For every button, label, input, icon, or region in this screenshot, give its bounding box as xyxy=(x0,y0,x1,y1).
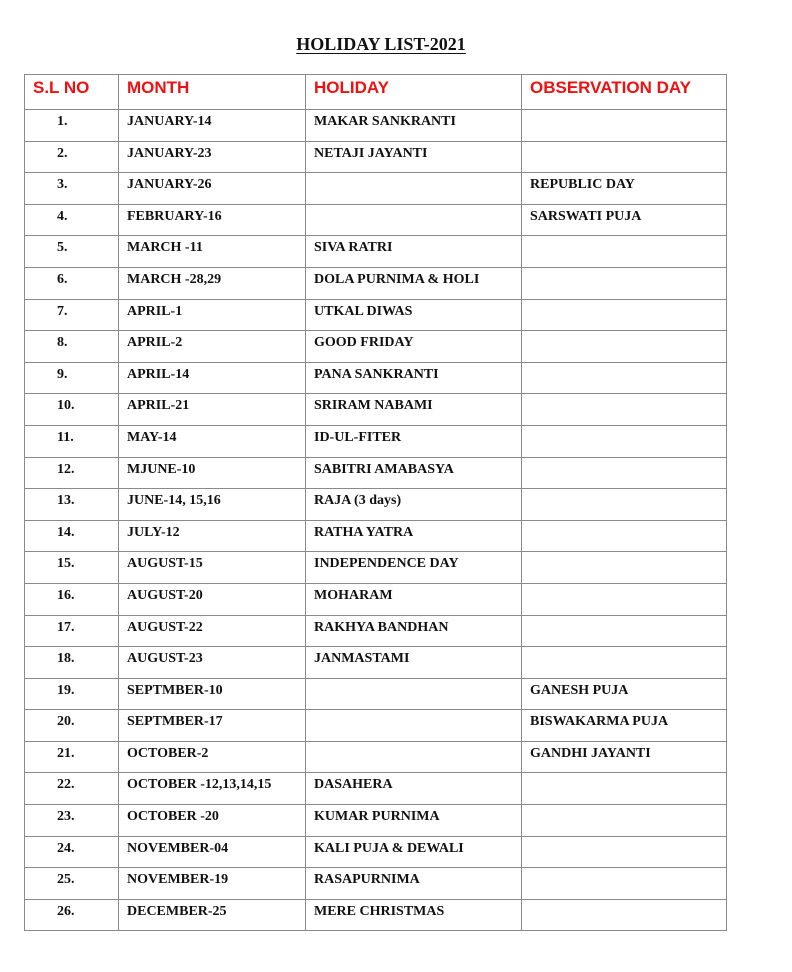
holiday-cell: INDEPENDENCE DAY xyxy=(306,552,522,584)
holiday-cell: UTKAL DIWAS xyxy=(306,299,522,331)
observation-cell xyxy=(522,489,727,521)
holiday-cell: RATHA YATRA xyxy=(306,520,522,552)
holiday-cell: RASAPURNIMA xyxy=(306,868,522,900)
sl-cell: 5. xyxy=(25,236,119,268)
observation-cell: GANESH PUJA xyxy=(522,678,727,710)
sl-cell: 12. xyxy=(25,457,119,489)
sl-cell: 11. xyxy=(25,425,119,457)
sl-cell: 25. xyxy=(25,868,119,900)
sl-cell: 18. xyxy=(25,647,119,679)
holiday-cell: MOHARAM xyxy=(306,583,522,615)
month-cell: OCTOBER -12,13,14,15 xyxy=(119,773,306,805)
month-cell: OCTOBER-2 xyxy=(119,741,306,773)
sl-cell: 14. xyxy=(25,520,119,552)
observation-cell xyxy=(522,236,727,268)
table-row xyxy=(25,615,727,647)
observation-cell xyxy=(522,773,727,805)
observation-cell xyxy=(522,899,727,931)
holiday-cell: JANMASTAMI xyxy=(306,647,522,679)
sl-cell: 10. xyxy=(25,394,119,426)
header-observation-day: OBSERVATION DAY xyxy=(522,75,727,110)
holiday-cell: DOLA PURNIMA & HOLI xyxy=(306,267,522,299)
observation-cell: REPUBLIC DAY xyxy=(522,173,727,205)
month-cell: MAY-14 xyxy=(119,425,306,457)
sl-cell: 3. xyxy=(25,173,119,205)
holiday-cell: KUMAR PURNIMA xyxy=(306,805,522,837)
sl-cell: 16. xyxy=(25,583,119,615)
holiday-cell xyxy=(306,204,522,236)
table-body xyxy=(25,110,727,931)
month-cell: MJUNE-10 xyxy=(119,457,306,489)
sl-cell: 1. xyxy=(25,110,119,142)
table-row xyxy=(25,710,727,742)
table-row xyxy=(25,741,727,773)
table-row xyxy=(25,331,727,363)
month-cell: NOVEMBER-04 xyxy=(119,836,306,868)
observation-cell xyxy=(522,425,727,457)
table-row xyxy=(25,899,727,931)
observation-cell xyxy=(522,805,727,837)
month-cell: NOVEMBER-19 xyxy=(119,868,306,900)
month-cell: DECEMBER-25 xyxy=(119,899,306,931)
holiday-cell: SRIRAM NABAMI xyxy=(306,394,522,426)
sl-cell: 2. xyxy=(25,141,119,173)
holiday-cell xyxy=(306,710,522,742)
sl-cell: 6. xyxy=(25,267,119,299)
table-row xyxy=(25,299,727,331)
observation-cell xyxy=(522,836,727,868)
sl-cell: 21. xyxy=(25,741,119,773)
observation-cell xyxy=(522,457,727,489)
page-title: HOLIDAY LIST-2021 xyxy=(296,34,466,54)
month-cell: AUGUST-23 xyxy=(119,647,306,679)
sl-cell: 23. xyxy=(25,805,119,837)
observation-cell: SARSWATI PUJA xyxy=(522,204,727,236)
table-row xyxy=(25,489,727,521)
header-month: MONTH xyxy=(119,75,306,110)
observation-cell xyxy=(522,647,727,679)
sl-cell: 22. xyxy=(25,773,119,805)
observation-cell xyxy=(522,299,727,331)
observation-cell xyxy=(522,267,727,299)
holiday-cell: MAKAR SANKRANTI xyxy=(306,110,522,142)
month-cell: JANUARY-23 xyxy=(119,141,306,173)
holiday-cell: RAKHYA BANDHAN xyxy=(306,615,522,647)
table-header-row xyxy=(25,75,727,110)
month-cell: APRIL-1 xyxy=(119,299,306,331)
table-row xyxy=(25,394,727,426)
header-sl-no: S.L NO xyxy=(25,75,119,110)
table-row xyxy=(25,552,727,584)
holiday-cell xyxy=(306,173,522,205)
observation-cell xyxy=(522,110,727,142)
sl-cell: 9. xyxy=(25,362,119,394)
table-row xyxy=(25,773,727,805)
table-row xyxy=(25,583,727,615)
table-row xyxy=(25,110,727,142)
table-row xyxy=(25,141,727,173)
month-cell: APRIL-14 xyxy=(119,362,306,394)
holiday-cell: NETAJI JAYANTI xyxy=(306,141,522,173)
sl-cell: 8. xyxy=(25,331,119,363)
sl-cell: 20. xyxy=(25,710,119,742)
month-cell: AUGUST-20 xyxy=(119,583,306,615)
table-row xyxy=(25,520,727,552)
table-row xyxy=(25,204,727,236)
observation-cell: GANDHI JAYANTI xyxy=(522,741,727,773)
month-cell: SEPTMBER-10 xyxy=(119,678,306,710)
sl-cell: 26. xyxy=(25,899,119,931)
month-cell: APRIL-2 xyxy=(119,331,306,363)
observation-cell xyxy=(522,520,727,552)
month-cell: OCTOBER -20 xyxy=(119,805,306,837)
holiday-cell: SABITRI AMABASYA xyxy=(306,457,522,489)
month-cell: AUGUST-15 xyxy=(119,552,306,584)
month-cell: MARCH -11 xyxy=(119,236,306,268)
table-row xyxy=(25,678,727,710)
holiday-table xyxy=(24,74,727,931)
table-row xyxy=(25,425,727,457)
month-cell: AUGUST-22 xyxy=(119,615,306,647)
sl-cell: 4. xyxy=(25,204,119,236)
holiday-cell: DASAHERA xyxy=(306,773,522,805)
observation-cell xyxy=(522,583,727,615)
month-cell: MARCH -28,29 xyxy=(119,267,306,299)
observation-cell xyxy=(522,868,727,900)
holiday-cell: GOOD FRIDAY xyxy=(306,331,522,363)
observation-cell xyxy=(522,394,727,426)
holiday-cell: SIVA RATRI xyxy=(306,236,522,268)
table-row xyxy=(25,236,727,268)
month-cell: APRIL-21 xyxy=(119,394,306,426)
observation-cell xyxy=(522,362,727,394)
observation-cell xyxy=(522,141,727,173)
table-row xyxy=(25,267,727,299)
header-holiday: HOLIDAY xyxy=(306,75,522,110)
sl-cell: 24. xyxy=(25,836,119,868)
observation-cell xyxy=(522,615,727,647)
table-row xyxy=(25,836,727,868)
holiday-cell: RAJA (3 days) xyxy=(306,489,522,521)
sl-cell: 15. xyxy=(25,552,119,584)
sl-cell: 7. xyxy=(25,299,119,331)
sl-cell: 13. xyxy=(25,489,119,521)
observation-cell xyxy=(522,552,727,584)
table-row xyxy=(25,362,727,394)
table-row xyxy=(25,805,727,837)
month-cell: JANUARY-26 xyxy=(119,173,306,205)
table-row xyxy=(25,457,727,489)
holiday-cell xyxy=(306,741,522,773)
holiday-cell: PANA SANKRANTI xyxy=(306,362,522,394)
month-cell: SEPTMBER-17 xyxy=(119,710,306,742)
observation-cell xyxy=(522,331,727,363)
table-row xyxy=(25,173,727,205)
holiday-cell: KALI PUJA & DEWALI xyxy=(306,836,522,868)
table-row xyxy=(25,647,727,679)
month-cell: JANUARY-14 xyxy=(119,110,306,142)
sl-cell: 17. xyxy=(25,615,119,647)
month-cell: JULY-12 xyxy=(119,520,306,552)
holiday-cell: MERE CHRISTMAS xyxy=(306,899,522,931)
table-row xyxy=(25,868,727,900)
observation-cell: BISWAKARMA PUJA xyxy=(522,710,727,742)
holiday-cell xyxy=(306,678,522,710)
month-cell: FEBRUARY-16 xyxy=(119,204,306,236)
holiday-cell: ID-UL-FITER xyxy=(306,425,522,457)
month-cell: JUNE-14, 15,16 xyxy=(119,489,306,521)
sl-cell: 19. xyxy=(25,678,119,710)
